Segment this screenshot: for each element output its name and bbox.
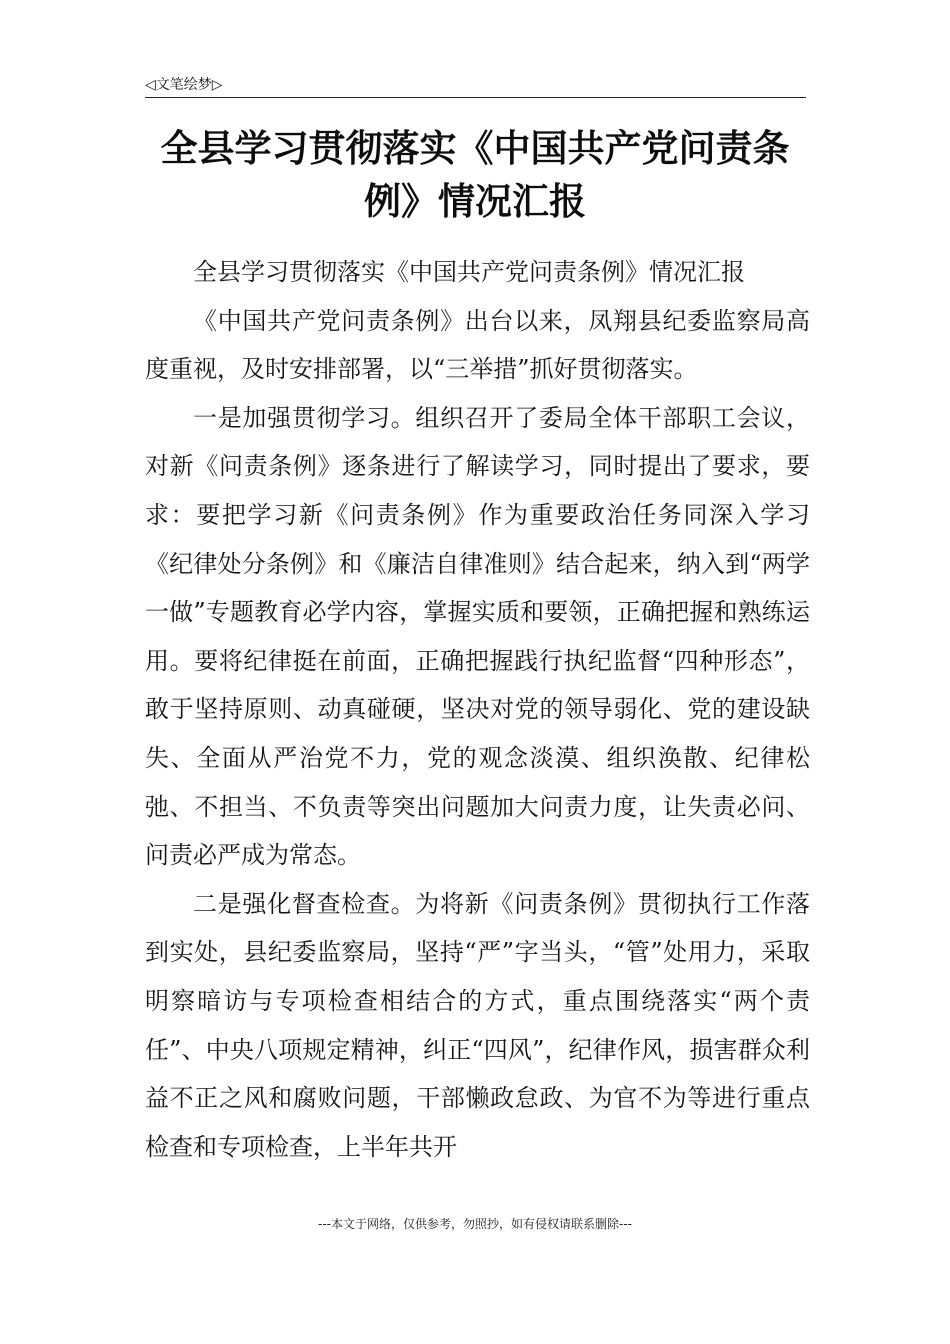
document-body — [145, 248, 810, 1171]
paragraph-study: 一是加强贯彻学习。组织召开了委局全体干部职工会议，对新《问责条例》逐条进行了解读学习，同时提出了要求，要求：要把学习新《问责条例》作为重要政治任务同深入学习《纪律处分条例》和《廉洁自律准则》结合起来，纳入到“两学一做”专题教育必学内容，掌握实质和要领，正确把握和熟练运用。要将纪律挺在前面，正确把握践行执纪监督“四种形态”，敢于坚持原则、动真碰硬，坚决对党的领导弱化、党的建设缺失、全面从严治党不力，党的观念淡漠、组织涣散、纪律松弛、不担当、不负责等突出问题加大问责力度，让失责必问、问责必严成为常态。 — [145, 403, 810, 870]
header-divider — [145, 97, 806, 98]
paragraph-inspection: 二是强化督查检查。为将新《问责条例》贯彻执行工作落到实处，县纪委监察局，坚持“严”字当头，“管”处用力，采取明察暗访与专项检查相结合的方式，重点围绕落实“两个责任”、中央八项规定精神，纠正“四风”，纪律作风，损害群众利益不正之风和腐败问题，干部懒政怠政、为官不为等进行重点检查和专项检查，上半年共开 — [145, 889, 810, 1161]
header-mark: ◁文笔绘梦▷ — [145, 77, 223, 93]
document-title: 全县学习贯彻落实《中国共产党问责条例》情况汇报 — [160, 126, 790, 223]
paragraph-subtitle: 全县学习贯彻落实《中国共产党问责条例》情况汇报 — [193, 258, 745, 286]
footer-disclaimer: ---本文于网络，仅供参考，勿照抄，如有侵权请联系删除--- — [318, 1217, 632, 1231]
paragraph-intro: 《中国共产党问责条例》出台以来，凤翔县纪委监察局高度重视，及时安排部署，以“三举措”抓好贯彻落实。 — [145, 306, 810, 384]
